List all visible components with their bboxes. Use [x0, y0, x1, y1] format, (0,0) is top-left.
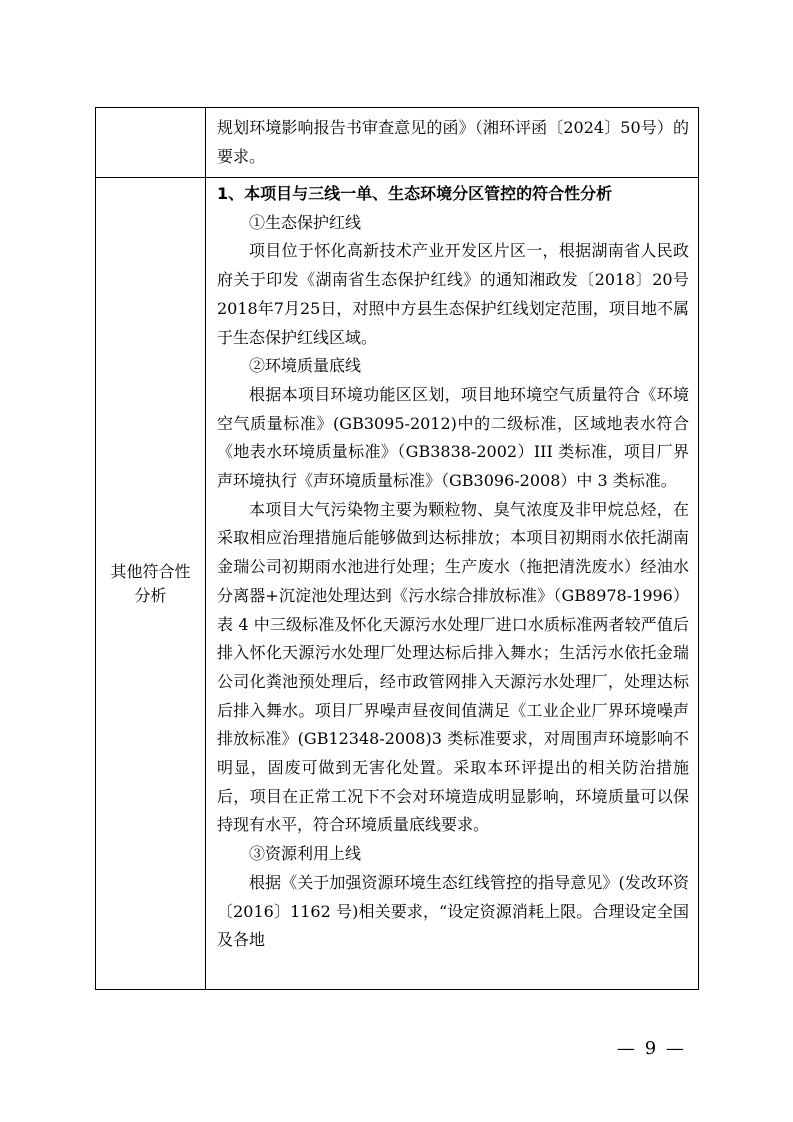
paragraph-environment-zoning: 根据本项目环境功能区区划，项目地环境空气质量符合《环境空气质量标准》(GB3095-2012)中的二级标准，区域地表水符合《地表水环境质量标准》（GB3838-2002）III 类标准，项目厂界声环境执行《声环境质量标准》（GB3096-2008）中 3 类标准。 — [217, 384, 689, 491]
page-number: — 9 — — [617, 1038, 686, 1059]
subheading-resource-limit: ③资源利用上线 — [249, 844, 362, 864]
continuation-text: 规划环境影响报告书审查意见的函》（湘环评函〔2024〕50号）的要求。 — [217, 118, 689, 166]
paragraph-pollutants: 本项目大气污染物主要为颗粒物、臭气浓度及非甲烷总烃，在采取相应治理措施后能够做到达标排放；本项目初期雨水依托湖南金瑞公司初期雨水池进行处理；生产废水（拖把清洗废水）经油水分离器+沉淀池处理达到《污水综合排放标准》（GB8978-1996）表 4 中三级标准及怀化天源污水处理厂进口水质标准两者较严值后排入怀化天源污水处理厂处理达标后排入舞水；生活污水依托金瑞公司化粪池预处理后，经市政管网排入天源污水处理厂，处理达标后排入舞水。项目厂界噪声昼夜间值满足《工业企业厂界环境噪声排放标准》(GB12348-2008)3 类标准要求，对周围声环境影响不明显，固废可做到无害化处置。采取本环评提出的相关防治措施后，项目在正常工况下不会对环境造成明显影响，环境质量可以保持现有水平，符合环境质量底线要求。 — [217, 499, 689, 835]
right-cell — [206, 178, 699, 990]
left-cell-empty — [96, 108, 206, 178]
paragraph-ecological-redline: 项目位于怀化高新技术产业开发区片区一，根据湖南省人民政府关于印发《湖南省生态保护红线》的通知湘政发〔2018〕20号2018年7月25日，对照中方县生态保护红线划定范围，项目地不属于生态保护红线区域。 — [217, 241, 689, 347]
subheading-environment-quality: ②环境质量底线 — [249, 356, 362, 376]
table-row — [96, 108, 699, 178]
content-table — [95, 107, 699, 990]
row-label-text: 其他符合性分析 — [110, 561, 191, 605]
section-heading: 1、本项目与三线一单、生态环境分区管控的符合性分析 — [217, 184, 613, 203]
table-row — [96, 178, 699, 990]
right-cell — [206, 108, 699, 178]
subheading-ecological-redline: ①生态保护红线 — [249, 212, 362, 232]
row-label — [96, 178, 206, 990]
paragraph-resource-limit: 根据《关于加强资源环境生态红线管控的指导意见》(发改环资〔2016〕1162 号)相关要求，“设定资源消耗上限。合理设定全国及各地 — [217, 872, 689, 950]
